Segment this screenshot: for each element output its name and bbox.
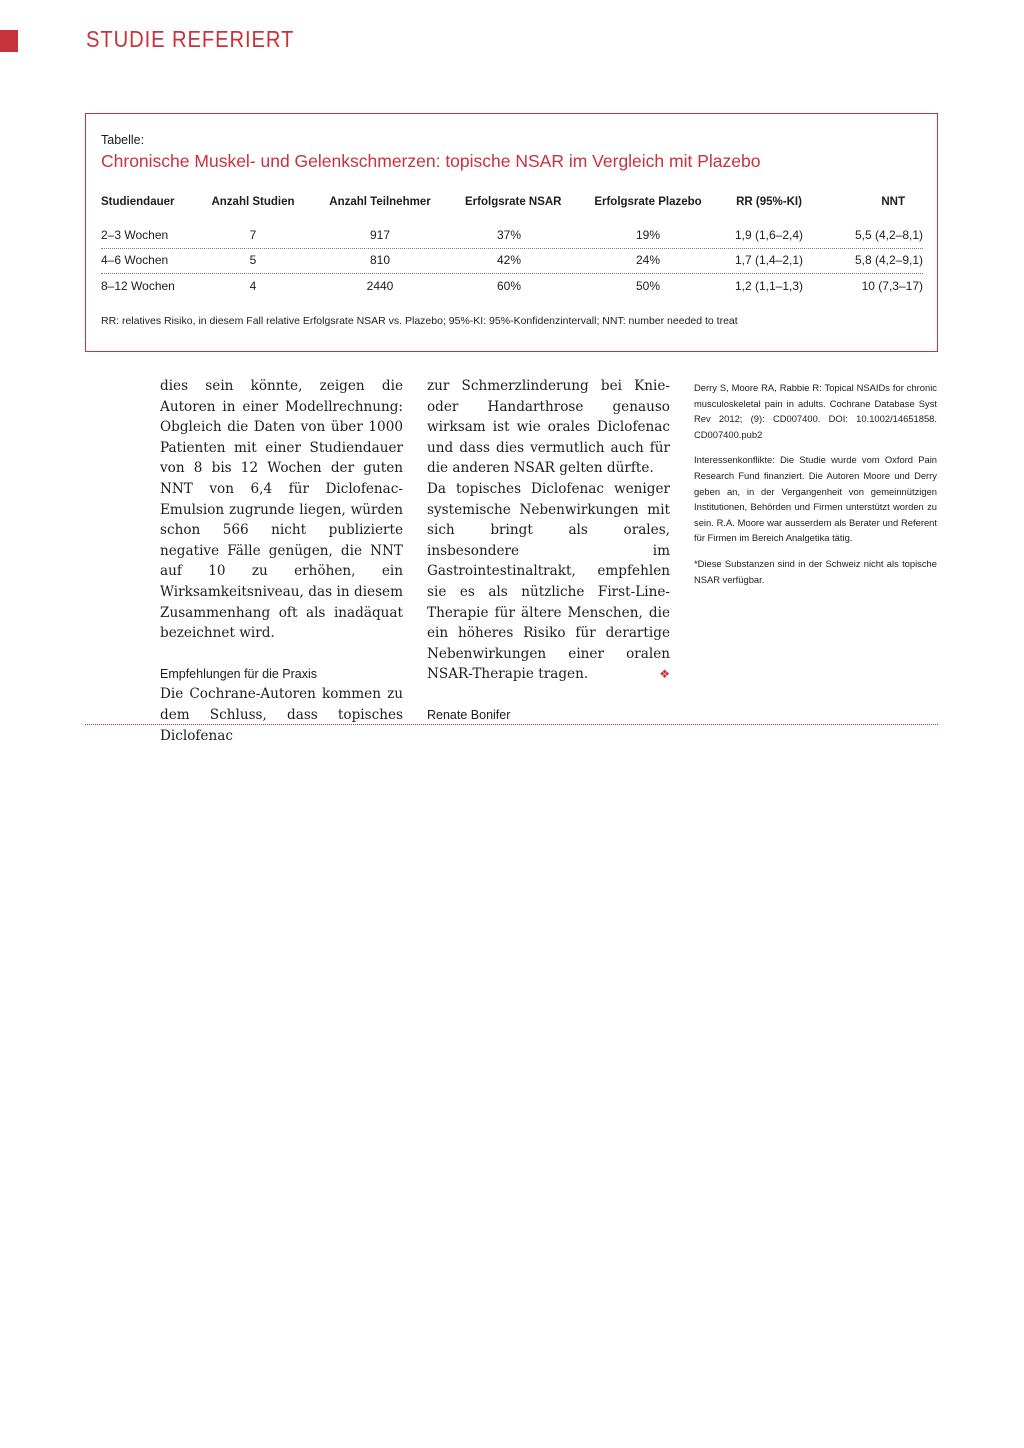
table-row — [101, 253, 923, 273]
column-header-success-nsar: Erfolgsrate NSAR — [465, 196, 562, 208]
results-table — [85, 113, 938, 352]
table-cell: 37% — [496, 228, 522, 242]
table-title: Chronische Muskel- und Gelenkschmerzen: topische NSAR im Vergleich mit Plazebo — [101, 151, 761, 171]
subheading: Empfehlungen für die Praxis — [160, 666, 318, 681]
body-paragraph: dies sein könnte, zeigen die Autoren in einer Modellrechnung: Obgleich die Daten von über 1000 Patienten mit einer Studiendauer von 8 bis 12 Wochen der guten NNT von 6,4 für Diclofenac-Emulsion zugrunde liegen, würden schon 566 nicht publizierte negative Fälle genügen, die NNT auf 10 zu erhöhen, ein Wirksamkeitsniveau, das in diesem Zusammenhang oft als inadäquat bezeichnet wird. — [160, 378, 403, 642]
table-cell: 1,2 (1,1–1,3) — [734, 279, 804, 293]
column-header-duration: Studiendauer — [101, 196, 175, 208]
table-cell: 5,5 (4,2–8,1) — [854, 228, 923, 242]
table-row — [101, 228, 923, 248]
table-cell: 24% — [635, 253, 661, 267]
author-name: Renate Bonifer — [427, 707, 511, 722]
row-divider — [101, 273, 923, 274]
table-cell: 19% — [635, 228, 661, 242]
body-paragraph — [427, 479, 670, 685]
table-header-row — [101, 196, 923, 214]
section-title: STUDIE REFERIERT — [86, 26, 295, 52]
column-header-study-count: Anzahl Studien — [211, 196, 295, 208]
table-cell: 4–6 Wochen — [101, 253, 169, 267]
table-cell: 7 — [249, 228, 257, 242]
body-paragraph: Die Cochrane-Autoren kommen zu dem Schluss, dass topisches Diclofenac — [160, 686, 403, 744]
table-cell: 60% — [496, 279, 522, 293]
table-cell: 50% — [635, 279, 661, 293]
table-footnote: RR: relatives Risiko, in diesem Fall relative Erfolgsrate NSAR vs. Plazebo; 95%-KI: 95%-Konfidenzintervall; NNT: number needed to treat — [101, 315, 738, 327]
table-cell: 1,7 (1,4–2,1) — [734, 253, 804, 267]
table-cell: 2–3 Wochen — [101, 228, 169, 242]
table-cell: 8–12 Wochen — [101, 279, 175, 293]
conflict-of-interest: Interessenkonflikte: Die Studie wurde vom Oxford Pain Research Fund finanziert. Die Autoren Moore und Derry geben an, in der Vergangenheit von gemeinnützigen Institutionen, Behörden und Firmen unterstützt worden zu sein. R.A. Moore war ausserdem als Berater und Referent für Firmen im Bereich Analgetika tätig. — [694, 454, 937, 544]
column-header-participants: Anzahl Teilnehmer — [329, 196, 431, 208]
availability-note: *Diese Substanzen sind in der Schweiz nicht als topische NSAR verfügbar. — [694, 557, 937, 585]
column-header-success-placebo: Erfolgsrate Plazebo — [594, 196, 702, 208]
sidebar-notes — [694, 380, 937, 597]
body-column-2 — [427, 376, 670, 726]
table-label: Tabelle: — [101, 133, 145, 147]
table-cell: 42% — [496, 253, 522, 267]
bottom-divider — [85, 724, 938, 725]
section-marker — [0, 30, 18, 52]
table-cell: 5 — [249, 253, 257, 267]
body-paragraph: zur Schmerzlinderung bei Knie- oder Handarthrose genauso wirksam ist wie orales Diclofenac und dass dies vermutlich auch für die anderen NSAR gelten dürfte. — [427, 378, 670, 477]
table-cell: 810 — [369, 253, 391, 267]
body-column-1 — [160, 376, 403, 746]
column-header-nnt: NNT — [881, 196, 905, 208]
table-cell: 5,8 (4,2–9,1) — [854, 253, 923, 267]
table-row — [101, 279, 923, 299]
reference-citation: Derry S, Moore RA, Rabbie R: Topical NSAIDs for chronic musculoskeletal pain in adults. Cochrane Database Syst Rev 2012; (9): CD007400. DOI: 10.1002/14651858. CD007400.pub2 — [694, 382, 937, 440]
table-cell: 2440 — [366, 279, 394, 293]
table-cell: 917 — [369, 228, 391, 242]
table-cell: 10 (7,3–17) — [861, 279, 923, 293]
column-header-rr: RR (95%-KI) — [736, 196, 802, 208]
body-paragraph-text: Da topisches Diclofenac weniger systemische Nebenwirkungen mit sich bringt als orales, insbesondere im Gastrointestinaltrakt, empfehlen sie es als nützliche First-Line-Therapie für ältere Menschen, die ein höheres Risiko für derartige Nebenwirkungen einer oralen NSAR-Therapie tragen. — [427, 480, 670, 683]
row-divider — [101, 248, 923, 249]
table-cell: 1,9 (1,6–2,4) — [734, 228, 804, 242]
end-mark-icon: ❖ — [659, 667, 670, 682]
table-cell: 4 — [249, 279, 257, 293]
